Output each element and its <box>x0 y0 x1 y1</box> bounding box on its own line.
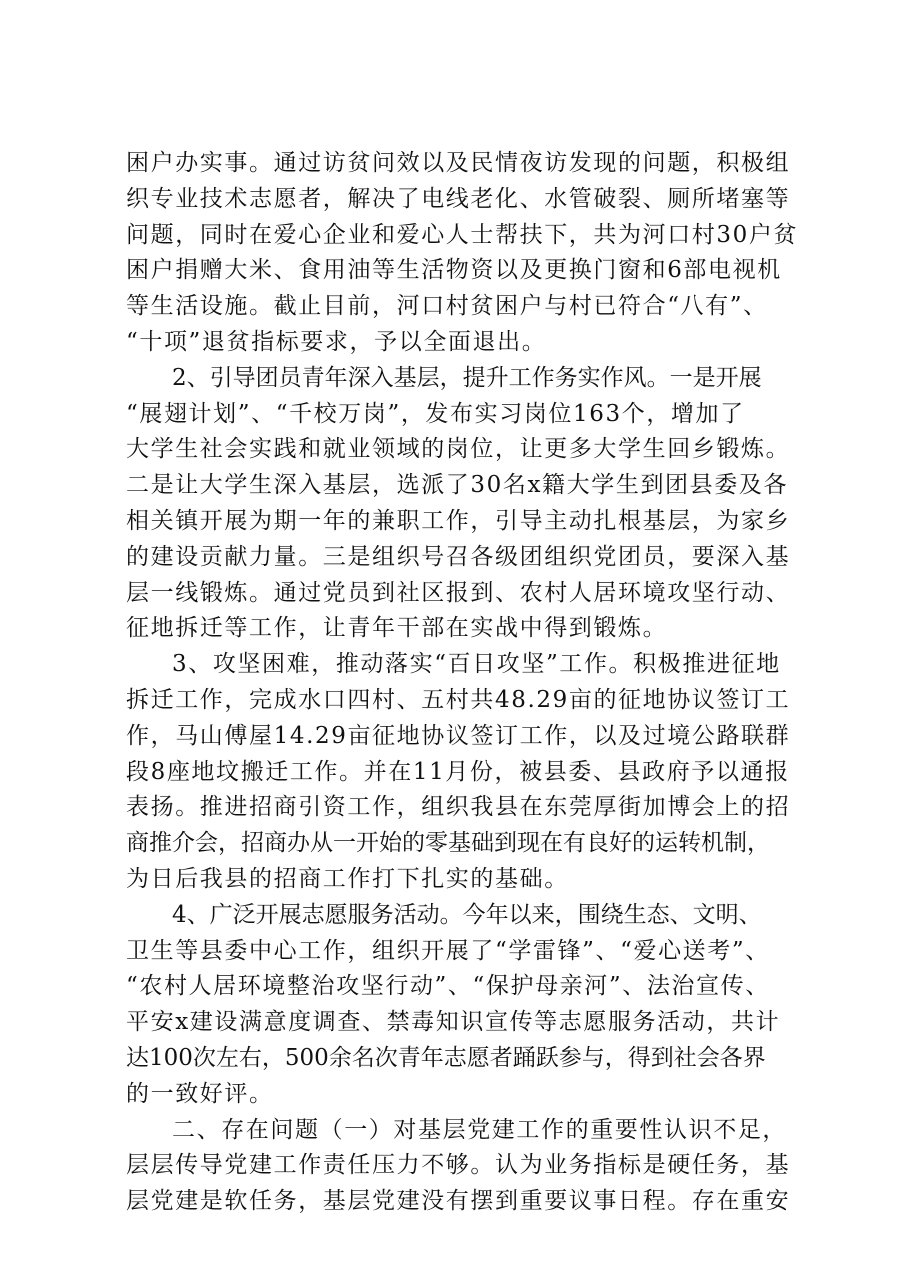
text-line: 拆迁工作，完成水口四村、五村共48.29亩的征地协议签订工 <box>126 686 791 713</box>
text-line: 层一线锻炼。通过党员到社区报到、农村人居环境攻坚行动、 <box>126 579 791 606</box>
text-line: 二、存在问题（一）对基层党建工作的重要性认识不足， <box>172 1116 787 1143</box>
text-line: 3、攻坚困难，推动落实“百日攻坚”工作。积极推进征地 <box>172 651 781 678</box>
text-line: 织专业技术志愿者，解决了电线老化、水管破裂、厕所堵塞等 <box>126 185 791 212</box>
text-line: 困户办实事。通过访贫问效以及民情夜访发现的问题，积极组 <box>126 150 791 176</box>
text-line: 4、广泛开展志愿服务活动。今年以来，围绕生态、文明、 <box>172 901 762 928</box>
text-line: 问题，同时在爱心企业和爱心人士帮扶下，共为河口村30户贫 <box>126 221 799 248</box>
text-line: 的建设贡献力量。三是组织号召各级团组织党团员，要深入基 <box>126 543 791 570</box>
text-line: 商推介会，招商办从一开始的零基础到现在有良好的运转机制， <box>126 830 770 857</box>
text-line: 等生活设施。截止目前，河口村贫困户与村已符合“八有”、 <box>126 293 768 320</box>
text-line: 作，马山傅屋14.29亩征地协议签订工作，以及过境公路联群 <box>126 722 791 749</box>
text-line: 大学生社会实践和就业领域的岗位，让更多大学生回乡锻炼。 <box>126 436 791 463</box>
text-line: 征地拆迁等工作，让青年干部在实战中得到锻炼。 <box>126 615 668 642</box>
text-line: 二是让大学生深入基层，选派了30名x籍大学生到团县委及各 <box>126 472 789 499</box>
text-line: 困户捐赠大米、食用油等生活物资以及更换门窗和6部电视机 <box>126 257 782 284</box>
text-line: 相关镇开展为期一年的兼职工作，引导主动扎根基层，为家乡 <box>126 507 791 534</box>
text-line: 平安x建设满意度调查、禁毒知识宣传等志愿服务活动，共计 <box>126 1009 781 1036</box>
text-line: 层层传导党建工作责任压力不够。认为业务指标是硬任务，基 <box>126 1152 791 1179</box>
text-line: “农村人居环境整治攻坚行动”、“保护母亲河”、法治宣传、 <box>126 973 770 1000</box>
text-line: “展翅计划”、“千校万岗”，发布实习岗位163个，增加了 <box>126 400 745 427</box>
text-line: 的一致好评。 <box>126 1080 274 1107</box>
document-body <box>126 146 801 1220</box>
text-line: 卫生等县委中心工作，组织开展了“学雷锋”、“爱心送考”、 <box>126 937 770 964</box>
text-line: 为日后我县的招商工作打下扎实的基础。 <box>126 865 569 892</box>
text-line: 表扬。推进招商引资工作，组织我县在东莞厚街加博会上的招 <box>126 794 791 821</box>
text-line: 层党建是软任务，基层党建没有摆到重要议事日程。存在重安 <box>126 1188 791 1215</box>
text-line: “十项”退贫指标要求，予以全面退出。 <box>126 328 547 355</box>
text-line: 2、引导团员青年深入基层，提升工作务实作风。一是开展 <box>172 364 762 391</box>
text-line: 段8座地坟搬迁工作。并在11月份，被县委、县政府予以通报 <box>126 758 790 785</box>
text-line: 达100次左右，500余名次青年志愿者踊跃参与，得到社会各界 <box>126 1044 766 1071</box>
